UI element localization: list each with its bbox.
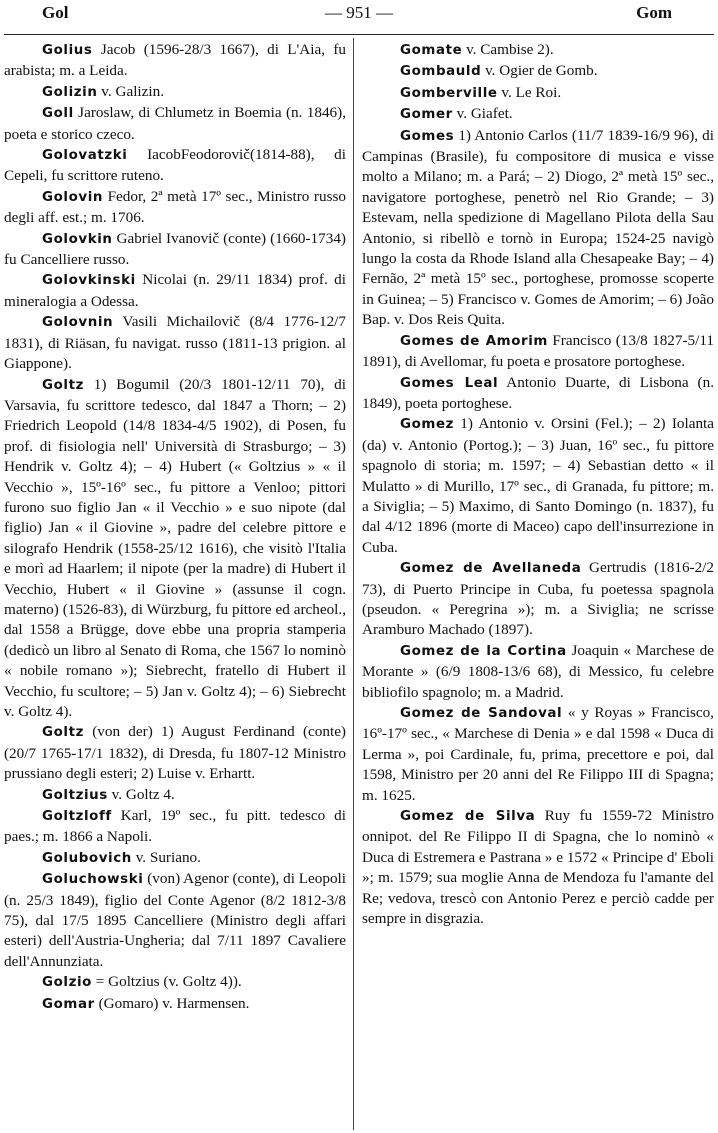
entry-headword: Golovin — [42, 189, 104, 205]
dictionary-entry — [4, 375, 346, 723]
entry-headword: Gomez de Sandoval — [400, 706, 563, 721]
entry-headword: Golovatzki — [42, 148, 128, 164]
entry-text: Joaquin « Marchese de Morante » (6/9 1808-13/6 68), di Messico, fu celebre bibliofilo spagnolo; m. a Madrid. — [362, 641, 714, 701]
entry-text: Gabriel Ivanovič (conte) (1660-1734) fu Cancelliere russo. — [4, 229, 346, 269]
dictionary-entry — [4, 229, 346, 271]
entry-text: 1) Antonio v. Orsini (Fel.); – 2) Iolanta (da) v. Antonio (Portog.); – 3) Juan, 16º sec., fu pittore spagnolo di storia; m. 1597; – 4) Sebastian detto « il Mulatto » di Murillo, 17º sec., di Granada, fu pittore; m. a Siviglia; – 5) Maximo, di Santo Domingo (n. 1837), fu dal 4/12 1896 (morte di Maceo) capo dell'insurrezione in Cuba. — [362, 415, 714, 556]
dictionary-entry — [4, 270, 346, 312]
entry-headword: Gomer — [400, 107, 453, 123]
entry-text: Ruy fu 1559-72 Ministro onnipot. del Re Filippo II di Spagna, che lo nominò « Duca di Estremera e Pastrana » e 1572 « Principe d' Eboli »; m. 1579; sua moglie Anna de Mendoza fu l'amante del Re; vedova, trescò con Antonio Perez e perciò cadde per sempre in disgrazia. — [362, 807, 714, 928]
entry-text: Nicolai (n. 29/11 1834) prof. di mineralogia a Odessa. — [4, 271, 346, 310]
entry-text: Karl, 19º sec., fu pitt. tedesco di paes.; m. 1866 a Napoli. — [4, 807, 346, 846]
dictionary-entry — [362, 806, 714, 929]
entry-text: Jacob (1596-28/3 1667), di L'Aia, fu arabista; m. a Leida. — [4, 41, 346, 80]
entry-headword: Gombauld — [400, 64, 482, 80]
entry-headword: Goltz — [42, 725, 84, 741]
entry-text: v. Le Roi. — [497, 83, 562, 101]
dictionary-entry — [362, 373, 714, 415]
right-column — [362, 40, 714, 929]
running-head-left: Gol — [42, 3, 69, 22]
entry-headword: Goltzloff — [42, 809, 112, 825]
entry-text: v. Suriano. — [131, 848, 201, 866]
dictionary-entry — [4, 722, 346, 784]
entry-text: 1) Bogumil (20/3 1801-12/11 70), di Varsavia, fu scrittore tedesco, dal 1847 a Thorn; – 2) Friedrich Leopold (14/8 1834-4/5 1902), di Posen, fu prof. di fisiologia nell' Università di Strasburgo; – 3) Hendrik v. Goltz 4); – 4) Hubert (« Goltzius » « il Vecchio », 15º-16º sec., fu pittore a Venloo; pittori furono suo figlio Jan « il Vecchio » e suo nipote (dal figlio) Jan « il Giovine », padre del celebre pittore e silografo Hendrik (1558-25/12 1616), che visitò l'Italia e morì ad Haarlem; il nipote (per la madre) di Hubert il Vecchio, Hubert « il Giovine » (assunse il cogn. materno) (1526-83), di Würzburg, fu pittore ed archeol., dal 1558 a Brügge, dove ebbe una propria stamperia (dedicò un libro al Senato di Roma, che 1567 lo nominò « nobile romano »); Siebrecht, fratello di Hubert il Vecchio, fu scultore; – 5) Jan v. Goltz 4); – 6) Siebrecht v. Goltz 4). — [4, 375, 346, 720]
entry-headword: Goll — [42, 106, 74, 122]
entry-headword: Golubovich — [42, 850, 132, 866]
entry-text: v. Goltz 4. — [107, 785, 175, 803]
entry-headword: Gomez de Silva — [400, 809, 536, 825]
dictionary-entry — [362, 83, 714, 104]
entry-text: Francisco (13/8 1827-5/11 1891), di Avellomar, fu poeta e prosatore portoghese. — [362, 331, 714, 371]
entry-headword: Gomez — [400, 417, 455, 433]
entry-headword: Gomez de la Cortina — [400, 643, 567, 659]
entry-text: Fedor, 2ª metà 17º sec., Ministro russo degli aff. est.; m. 1706. — [4, 187, 346, 227]
entry-text: Antonio Duarte, di Lisbona (n. 1849), poeta portoghese. — [362, 373, 714, 412]
entry-headword: Goltz — [42, 377, 84, 393]
entry-headword: Gomes Leal — [400, 375, 499, 391]
dictionary-entry — [4, 145, 346, 187]
dictionary-entry — [4, 187, 346, 229]
entry-text: Vasili Michailovič (8/4 1776-12/7 1831), di Riäsan, fu navigat. russo (1811-13 prigion. al Giappone). — [4, 313, 346, 373]
page-header — [0, 0, 718, 26]
dictionary-entry — [4, 40, 346, 82]
dictionary-entry — [4, 994, 346, 1015]
dictionary-entry — [4, 806, 346, 848]
entry-text: Jaroslaw, di Chlumetz in Boemia (n. 1846), poeta e storico czeco. — [4, 104, 346, 143]
dictionary-entry — [4, 869, 346, 972]
entry-headword: Gomberville — [400, 85, 498, 101]
entry-headword: Gomes de Amorim — [400, 333, 548, 349]
dictionary-entry — [4, 972, 346, 993]
left-column — [4, 40, 346, 1015]
dictionary-entry — [4, 103, 346, 145]
dictionary-entry — [362, 558, 714, 641]
entry-headword: Goltzius — [42, 787, 108, 803]
entry-text: (von der) 1) August Ferdinand (conte) (20/7 1765-17/1 1832), di Dresda, fu 1807-12 Ministro prussiano degli esteri; 2) Luise v. Erhartt. — [4, 723, 346, 783]
entry-headword: Golius — [42, 43, 93, 58]
entry-headword: Gomez de Avellaneda — [400, 561, 582, 577]
entry-text: Gertrudis (1816-2/2 73), di Puerto Principe in Cuba, fu poetessa spagnola (pseudon. « Peregrina »); m. a Siviglia; ne scrisse Aramburo Machado (1897). — [362, 559, 715, 639]
dictionary-entry — [362, 40, 714, 61]
entry-headword: Golizin — [42, 84, 98, 100]
entry-headword: Golovkinski — [42, 273, 136, 289]
entry-headword: Golovkin — [42, 231, 113, 247]
entry-text: = Goltzius (v. Goltz 4)). — [91, 973, 242, 991]
dictionary-entry — [362, 414, 714, 558]
header-rule — [4, 34, 714, 35]
dictionary-entry — [362, 703, 714, 806]
dictionary-entry — [362, 331, 714, 373]
entry-headword: Golovnin — [42, 315, 114, 331]
entry-text: (von) Agenor (conte), di Leopoli (n. 25/3 1849), figlio del Conte Agenor (8/2 1812-3/8 75), dal 17/5 1895 Cancelliere (Ministro degli affari esteri) dell'Austria-Ungheria; dal 7/11 1897 Cavaliere dell'Annunziata. — [4, 870, 346, 970]
dictionary-entry — [362, 641, 714, 703]
dictionary-entry — [362, 126, 714, 331]
entry-text: « y Royas » Francisco, 16º-17º sec., « Marchese di Denia » e dal 1598 « Duca di Lerma », poi Cardinale, fu, prima, precettore e poi, dal 1598, Ministro per 20 anni del Re Filippo III di Spagna; m. 1625. — [362, 704, 714, 804]
entry-headword: Gomes — [400, 128, 455, 144]
entry-text: (Gomaro) v. Harmensen. — [94, 994, 250, 1012]
dictionary-entry — [4, 848, 346, 869]
column-divider — [353, 38, 354, 1130]
dictionary-entry — [362, 104, 714, 125]
entry-text: v. Giafet. — [452, 105, 513, 123]
entry-text: v. Galizin. — [97, 82, 164, 100]
entry-headword: Gomate — [400, 43, 463, 58]
dictionary-entry — [4, 312, 346, 374]
entry-text: v. Ogier de Gomb. — [481, 62, 598, 80]
entry-headword: Goluchowski — [42, 872, 144, 888]
entry-text: v. Cambise 2). — [462, 41, 554, 58]
running-head-right: Gom — [636, 3, 672, 22]
entry-headword: Gomar — [42, 996, 95, 1012]
dictionary-entry — [362, 61, 714, 82]
entry-headword: Golzio — [42, 975, 92, 991]
entry-text: IacobFeodorovič(1814-88), di Cepeli, fu scrittore ruteno. — [4, 146, 346, 185]
dictionary-entry — [4, 785, 346, 806]
page-number: — 951 — — [325, 3, 393, 22]
entry-text: 1) Antonio Carlos (11/7 1839-16/9 96), di Campinas (Brasile), fu compositore di musica e visse molto a Milano; m. a Pará; – 2) Diogo, 2ª metà 15º sec., navigatore portoghese, penetrò nel Rio Grande; – 3) Estevam, nella spedizione di Magellano Pilota della Sau Antonio, si ribellò e tornò in Europa; 1524-25 navigò lungo la costa da Rhode Island alla Chesapeake Bay; – 4) Fernão, 2ª metà 15º sec., portoghese, promosse scoperte in Guinea; – 5) Francisco v. Gomes de Amorim; – 6) João Bap. v. Dos Reis Quita. — [362, 126, 714, 329]
dictionary-entry — [4, 82, 346, 103]
